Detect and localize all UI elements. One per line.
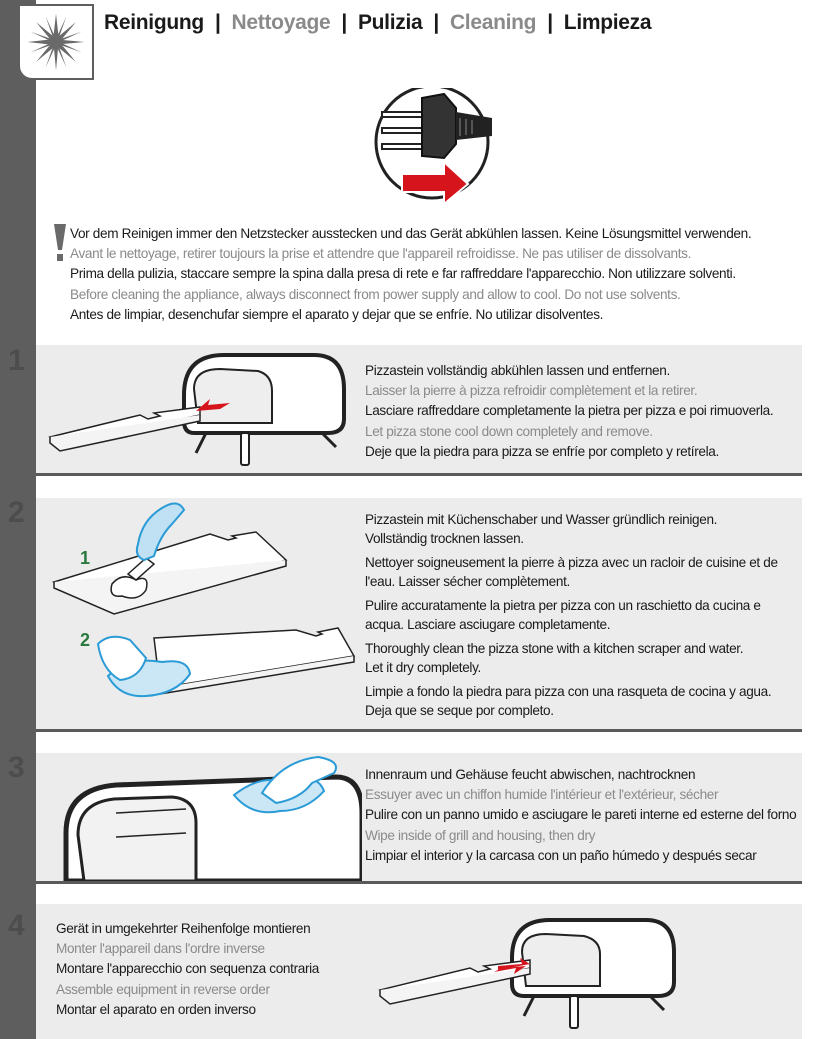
safety-notice: [70, 224, 790, 325]
step-3-panel: [36, 753, 802, 884]
remove-pizza-stone-illustration: [44, 349, 356, 471]
step-1-text: Pizzastein vollständig abkühlen lassen und entfernen. Laisser la pierre à pizza refroidir complètement et la retirer. Lasciare raffreddare completamente la pietra per pizza e poi rimuoverla. Let pizza stone cool down completely and remove. Deje que la piedra para pizza se enfríe por completo y retírela.: [365, 363, 774, 459]
safety-line-es: Antes de limpiar, desenchufar siempre el aparato y dejar que se enfríe. No utilizar disolventes.: [70, 306, 604, 322]
step-number-3: 3: [8, 751, 25, 784]
reassemble-oven-illustration: [374, 914, 696, 1036]
title-fr: Nettoyage: [231, 11, 331, 34]
title-en: Cleaning: [449, 11, 537, 34]
clean-pizza-stone-illustration: [42, 498, 358, 726]
sub-step-label-1: 1: [80, 548, 91, 568]
title-de: Reinigung: [104, 11, 204, 34]
step-number-2: 2: [8, 496, 25, 529]
step-number-1: 1: [8, 344, 25, 377]
sub-step-label-2: 2: [80, 630, 91, 650]
safety-line-fr: Avant le nettoyage, retirer toujours la prise et attendre que l'appareil refroidisse. Ne pas utiliser de dissolvants.: [70, 246, 692, 262]
title-es: Limpieza: [563, 11, 652, 34]
title-it: Pulizia: [357, 11, 423, 34]
step-4-text: Gerät in umgekehrter Reihenfolge montieren Monter l'appareil dans l'ordre inverse Montare l'apparecchio con sequenza contraria Assemble equipment in reverse order Montar el aparato en orden inverso: [56, 921, 320, 1017]
page-title: Reinigung | Nettoyage | Pulizia | Cleaning | Limpieza: [104, 11, 652, 34]
brand-logo: [18, 4, 94, 80]
step-4-panel: [36, 904, 802, 1039]
safety-line-it: Prima della pulizia, staccare sempre la spina dalla presa di rete e far raffreddare l'apparecchio. Non utilizzare solventi.: [70, 266, 736, 282]
safety-line-de: Vor dem Reinigen immer den Netzstecker ausstecken und das Gerät abkühlen lassen. Keine Lösungsmittel verwenden.: [70, 226, 752, 241]
step-2-panel: [36, 498, 802, 732]
step-2-text: Pizzastein mit Küchenschaber und Wasser gründlich reinigen. Vollständig trocknen lassen. Nettoyer soigneusement la pierre à pizza avec un racloir de cuisine et de l'eau. Laisser sécher complètement. Pulire accuratamente la pietra per pizza con un raschietto da cucina e acqua. Lasciare asciugare completamente. Thoroughly clean the pizza stone with a kitchen scraper and water. Let it dry completely. Limpie a fondo la piedra para pizza con una rasqueta de cocina y agua. Deja que se seque por completo.: [365, 512, 778, 718]
wipe-oven-illustration: [56, 753, 362, 881]
step-3-text: Innenraum und Gehäuse feucht abwischen, nachtrocknen Essuyer avec un chiffon humide l'intérieur et l'extérieur, sécher Pulire con un panno umido e asciugare le pareti interne ed esterne del forno Wipe inside of grill and housing, then dry Limpiar el interior y la carcasa con un paño húmedo y después secar: [365, 767, 797, 863]
star-logo-icon: [20, 6, 92, 78]
warning-exclamation-icon: [50, 222, 70, 264]
unplug-illustration: [372, 88, 492, 206]
safety-line-en: Before cleaning the appliance, always disconnect from power supply and allow to cool. Do not use solvents.: [70, 286, 681, 302]
step-number-4: 4: [8, 909, 25, 942]
step-1-panel: [36, 345, 802, 476]
